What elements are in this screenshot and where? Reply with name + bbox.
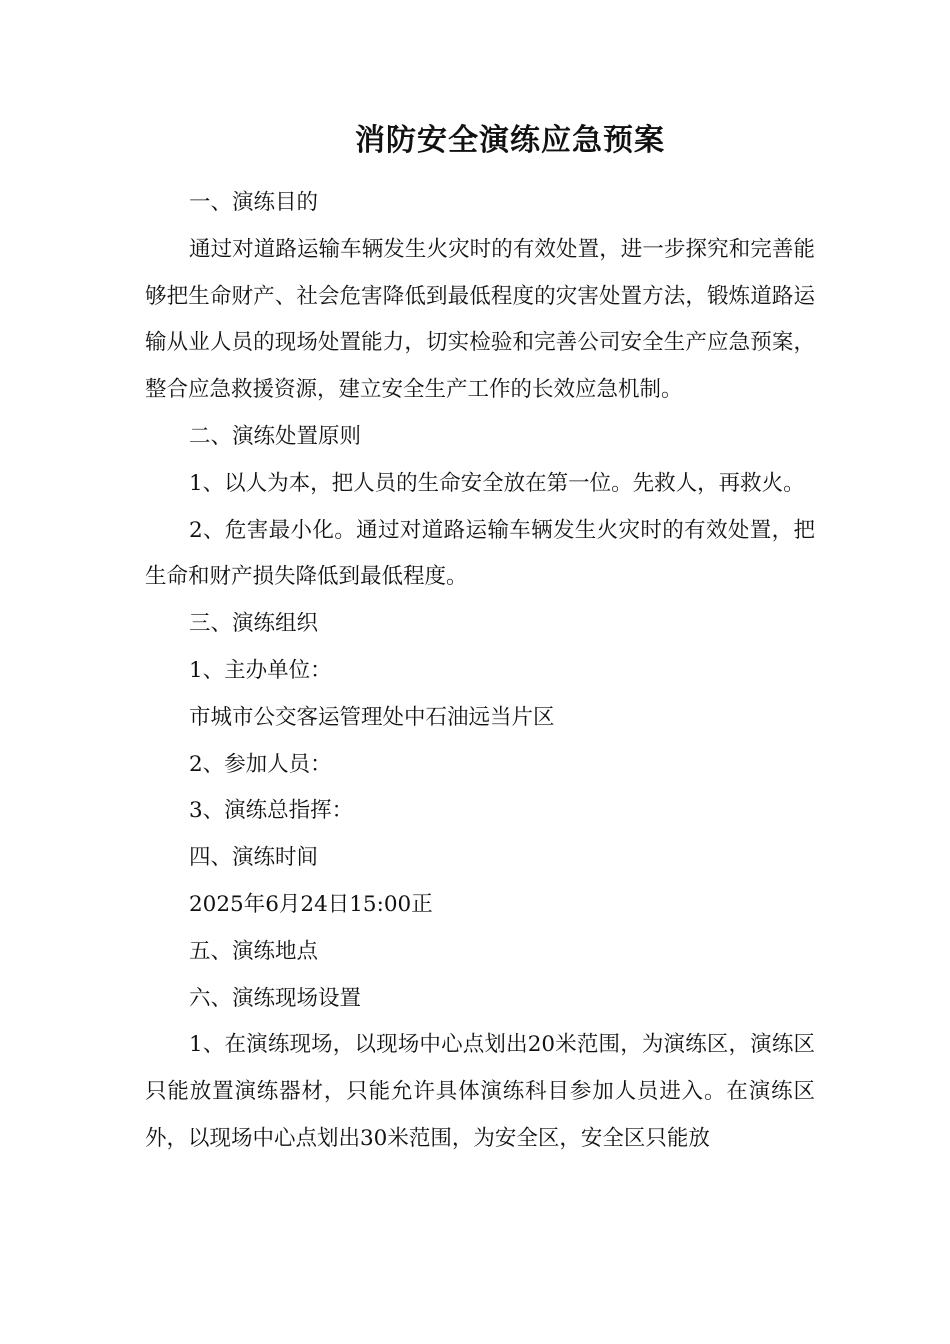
paragraph-organizer-label: 1、主办单位： (189, 657, 332, 683)
section-heading-location: 五、演练地点 (189, 938, 319, 964)
paragraph-purpose-text: 通过对道路运输车辆发生火灾时的有效处置，进一步探究和完善能够把生命财产、社会危害降低到最低程度的灾害处置方法，锻炼道路运输从业人员的现场处置能力，切实检验和完善公司安全生产应急预案，整合应急救援资源，建立安全生产工作的长效应急机制。 (145, 236, 815, 403)
document-title: 消防安全演练应急预案 (355, 123, 665, 158)
paragraph-commander-label: 3、演练总指挥： (189, 798, 354, 824)
paragraph-organizer-value: 市城市公交客运管理处中石油远当片区 (189, 704, 555, 730)
paragraph-time-value: 2025年6月24日15:00正 (189, 891, 433, 917)
section-heading-time: 四、演练时间 (189, 845, 319, 871)
document-body (145, 180, 815, 1163)
section-heading-principles: 二、演练处置原则 (189, 423, 362, 449)
paragraph-principle-2: 2、危害最小化。通过对道路运输车辆发生火灾时的有效处置，把生命和财产损失降低到最低程度。 (145, 517, 815, 590)
paragraph-participants-label: 2、参加人员： (189, 751, 332, 777)
section-heading-organization: 三、演练组织 (189, 611, 319, 637)
paragraph-site-setup-1: 1、在演练现场，以现场中心点划出20米范围，为演练区，演练区只能放置演练器材，只能允许具体演练科目参加人员进入。在演练区外，以现场中心点划出30米范围，为安全区，安全区只能放 (145, 1032, 815, 1151)
section-heading-purpose: 一、演练目的 (189, 190, 319, 215)
paragraph-principle-1: 1、以人为本，把人员的生命安全放在第一位。先救人，再救火。 (189, 470, 805, 496)
section-heading-site-setup: 六、演练现场设置 (189, 985, 362, 1011)
